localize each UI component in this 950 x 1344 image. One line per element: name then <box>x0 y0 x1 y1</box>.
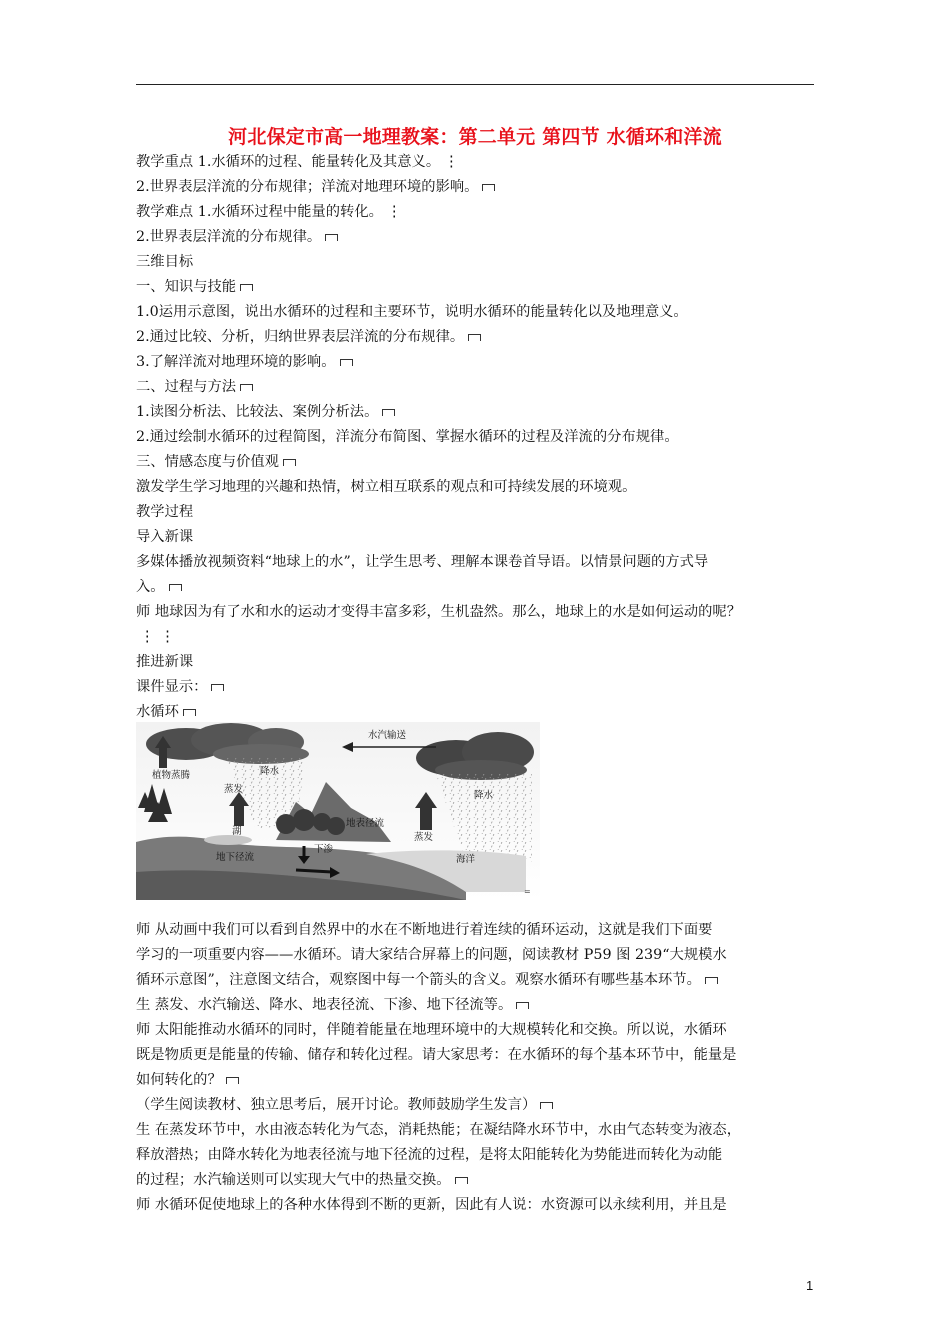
line-text: 教学过程 <box>136 504 194 520</box>
text-line <box>136 918 826 943</box>
text-line <box>136 650 826 675</box>
text-line <box>136 575 826 600</box>
text-line <box>136 993 826 1018</box>
text-line <box>136 625 826 650</box>
header-rule <box>136 84 814 85</box>
paragraph-mark-icon <box>468 334 481 341</box>
lake <box>204 835 252 845</box>
line-text: 一、知识与技能 <box>136 279 237 295</box>
line-text: 二、过程与方法 <box>136 379 237 395</box>
line-text: 推进新课 <box>136 654 194 670</box>
line-text: 师 从动画中我们可以看到自然界中的水在不断地进行着连续的循环运动，这就是我们下面要 <box>136 922 713 938</box>
vertical-dots-icon: ⋮ <box>386 204 404 220</box>
label-seep: 下渗 <box>314 844 334 855</box>
line-text: 如何转化的？ <box>136 1072 222 1088</box>
text-line <box>136 968 826 993</box>
label-ground: 地下径流 <box>216 852 255 863</box>
paragraph-mark-icon <box>211 684 224 691</box>
body-text-bottom <box>136 918 826 1218</box>
line-text: 1.0运用示意图，说出水循环的过程和主要环节，说明水循环的能量转化以及地理意义。 <box>136 304 688 320</box>
label-evap-right: 蒸发 <box>414 832 434 843</box>
line-text: 导入新课 <box>136 529 194 545</box>
label-evap-left: 蒸发 <box>224 784 244 795</box>
page-number: 1 <box>806 1278 814 1293</box>
line-text: 既是物质更是能量的传输、储存和转化过程。请大家思考：在水循环的每个基本环节中，能量是 <box>136 1047 737 1063</box>
label-lake: 湖 <box>232 826 242 837</box>
text-line <box>136 1118 826 1143</box>
figure-mark: = <box>524 887 531 896</box>
paragraph-mark-icon <box>240 284 253 291</box>
text-line <box>136 325 826 350</box>
line-text: 生 蒸发、水汽输送、降水、地表径流、下渗、地下径流等。 <box>136 997 513 1013</box>
label-rain-right: 降水 <box>474 790 494 801</box>
line-text: 三、情感态度与价值观 <box>136 454 279 470</box>
line-text: 2.世界表层洋流的分布规律；洋流对地理环境的影响。 <box>136 179 479 195</box>
text-line <box>136 375 826 400</box>
text-line <box>136 300 826 325</box>
label-ocean: 海洋 <box>456 854 476 865</box>
paragraph-mark-icon <box>169 584 182 591</box>
text-line <box>136 550 826 575</box>
paragraph-mark-icon <box>455 1177 468 1184</box>
line-text: （学生阅读教材、独立思考后，展开讨论。教师鼓励学生发言） <box>136 1097 537 1113</box>
label-rain-left: 降水 <box>260 766 280 777</box>
line-text: 激发学生学习地理的兴趣和热情，树立相互联系的观点和可持续发展的环境观。 <box>136 479 637 495</box>
label-plant: 植物蒸腾 <box>152 770 191 781</box>
page-title: 河北保定市高一地理教案：第二单元 第四节 水循环和洋流 <box>228 126 722 148</box>
line-text: 课件显示： <box>136 679 208 695</box>
line-text: 释放潜热；由降水转化为地表径流与地下径流的过程，是将太阳能转化为势能进而转化为动能 <box>136 1147 723 1163</box>
paragraph-mark-icon <box>540 1102 553 1109</box>
paragraph-mark-icon <box>325 234 338 241</box>
paragraph-mark-icon <box>240 384 253 391</box>
line-text: 教学重点 1.水循环的过程、能量转化及其意义。 <box>136 154 441 170</box>
paragraph-mark-icon <box>283 459 296 466</box>
text-line <box>136 1143 826 1168</box>
text-line <box>136 500 826 525</box>
line-text: 2.世界表层洋流的分布规律。 <box>136 229 322 245</box>
line-text: 水循环 <box>136 704 179 720</box>
line-text: 师 水循环促使地球上的各种水体得到不断的更新，因此有人说：水资源可以永续利用，并且是 <box>136 1197 727 1213</box>
text-line <box>136 1093 826 1118</box>
text-line <box>136 350 826 375</box>
line-text: 学习的一项重要内容——水循环。请大家结合屏幕上的问题，阅读教材 P59 图 239“大规模水 <box>136 947 727 963</box>
text-line <box>136 600 826 625</box>
label-vapor: 水汽输送 <box>368 730 407 741</box>
body-text-top <box>136 150 826 725</box>
paragraph-mark-icon <box>340 359 353 366</box>
line-text: 的过程；水汽输送则可以实现大气中的热量交换。 <box>136 1172 451 1188</box>
line-text: 多媒体播放视频资料“地球上的水”，让学生思考、理解本课卷首导语。以情景问题的方式导 <box>136 554 709 570</box>
line-text: 生 在蒸发环节中，水由液态转化为气态，消耗热能；在凝结降水环节中，水由气态转变为液态， <box>136 1122 742 1138</box>
text-line <box>136 450 826 475</box>
text-line <box>136 675 826 700</box>
text-line <box>136 1193 826 1218</box>
paragraph-mark-icon <box>705 977 718 984</box>
paragraph-mark-icon <box>226 1077 239 1084</box>
text-line <box>136 1043 826 1068</box>
paragraph-mark-icon <box>183 709 196 716</box>
text-line <box>136 943 826 968</box>
vertical-dots-icon: ⋮ <box>444 154 461 170</box>
text-line <box>136 1018 826 1043</box>
line-text: 2.通过绘制水循环的过程简图，洋流分布简图、掌握水循环的过程及洋流的分布规律。 <box>136 429 679 445</box>
text-line <box>136 200 826 225</box>
text-line <box>136 275 826 300</box>
line-text: 入。 <box>136 579 165 595</box>
paragraph-mark-icon <box>382 409 395 416</box>
paragraph-mark-icon <box>516 1002 529 1009</box>
text-line <box>136 175 826 200</box>
text-line <box>136 1068 826 1093</box>
line-text: 师 太阳能推动水循环的同时，伴随着能量在地理环境中的大规模转化和交换。所以说，水循环 <box>136 1022 727 1038</box>
vertical-dots-icon: ⋮ <box>160 629 177 645</box>
line-text: 师 地球因为有了水和水的运动才变得丰富多彩，生机盎然。那么，地球上的水是如何运动的呢？ <box>136 604 742 620</box>
text-line <box>136 475 826 500</box>
line-text: 三维目标 <box>136 254 194 270</box>
line-text: 教学难点 1.水循环过程中能量的转化。 <box>136 204 383 220</box>
vertical-dots-icon: ⋮ <box>140 629 157 645</box>
paragraph-mark-icon <box>482 184 495 191</box>
text-line <box>136 225 826 250</box>
label-surface: 地表径流 <box>346 818 385 829</box>
text-line <box>136 150 826 175</box>
text-line <box>136 250 826 275</box>
text-line <box>136 1168 826 1193</box>
text-line <box>136 400 826 425</box>
line-text: 3.了解洋流对地理环境的影响。 <box>136 354 336 370</box>
text-line <box>136 525 826 550</box>
line-text: 循环示意图”，注意图文结合，观察图中每一个箭头的含义。观察水循环有哪些基本环节。 <box>136 972 701 988</box>
text-line <box>136 425 826 450</box>
line-text: 2.通过比较、分析，归纳世界表层洋流的分布规律。 <box>136 329 465 345</box>
line-text: 1.读图分析法、比较法、案例分析法。 <box>136 404 379 420</box>
water-cycle-figure <box>136 722 540 900</box>
